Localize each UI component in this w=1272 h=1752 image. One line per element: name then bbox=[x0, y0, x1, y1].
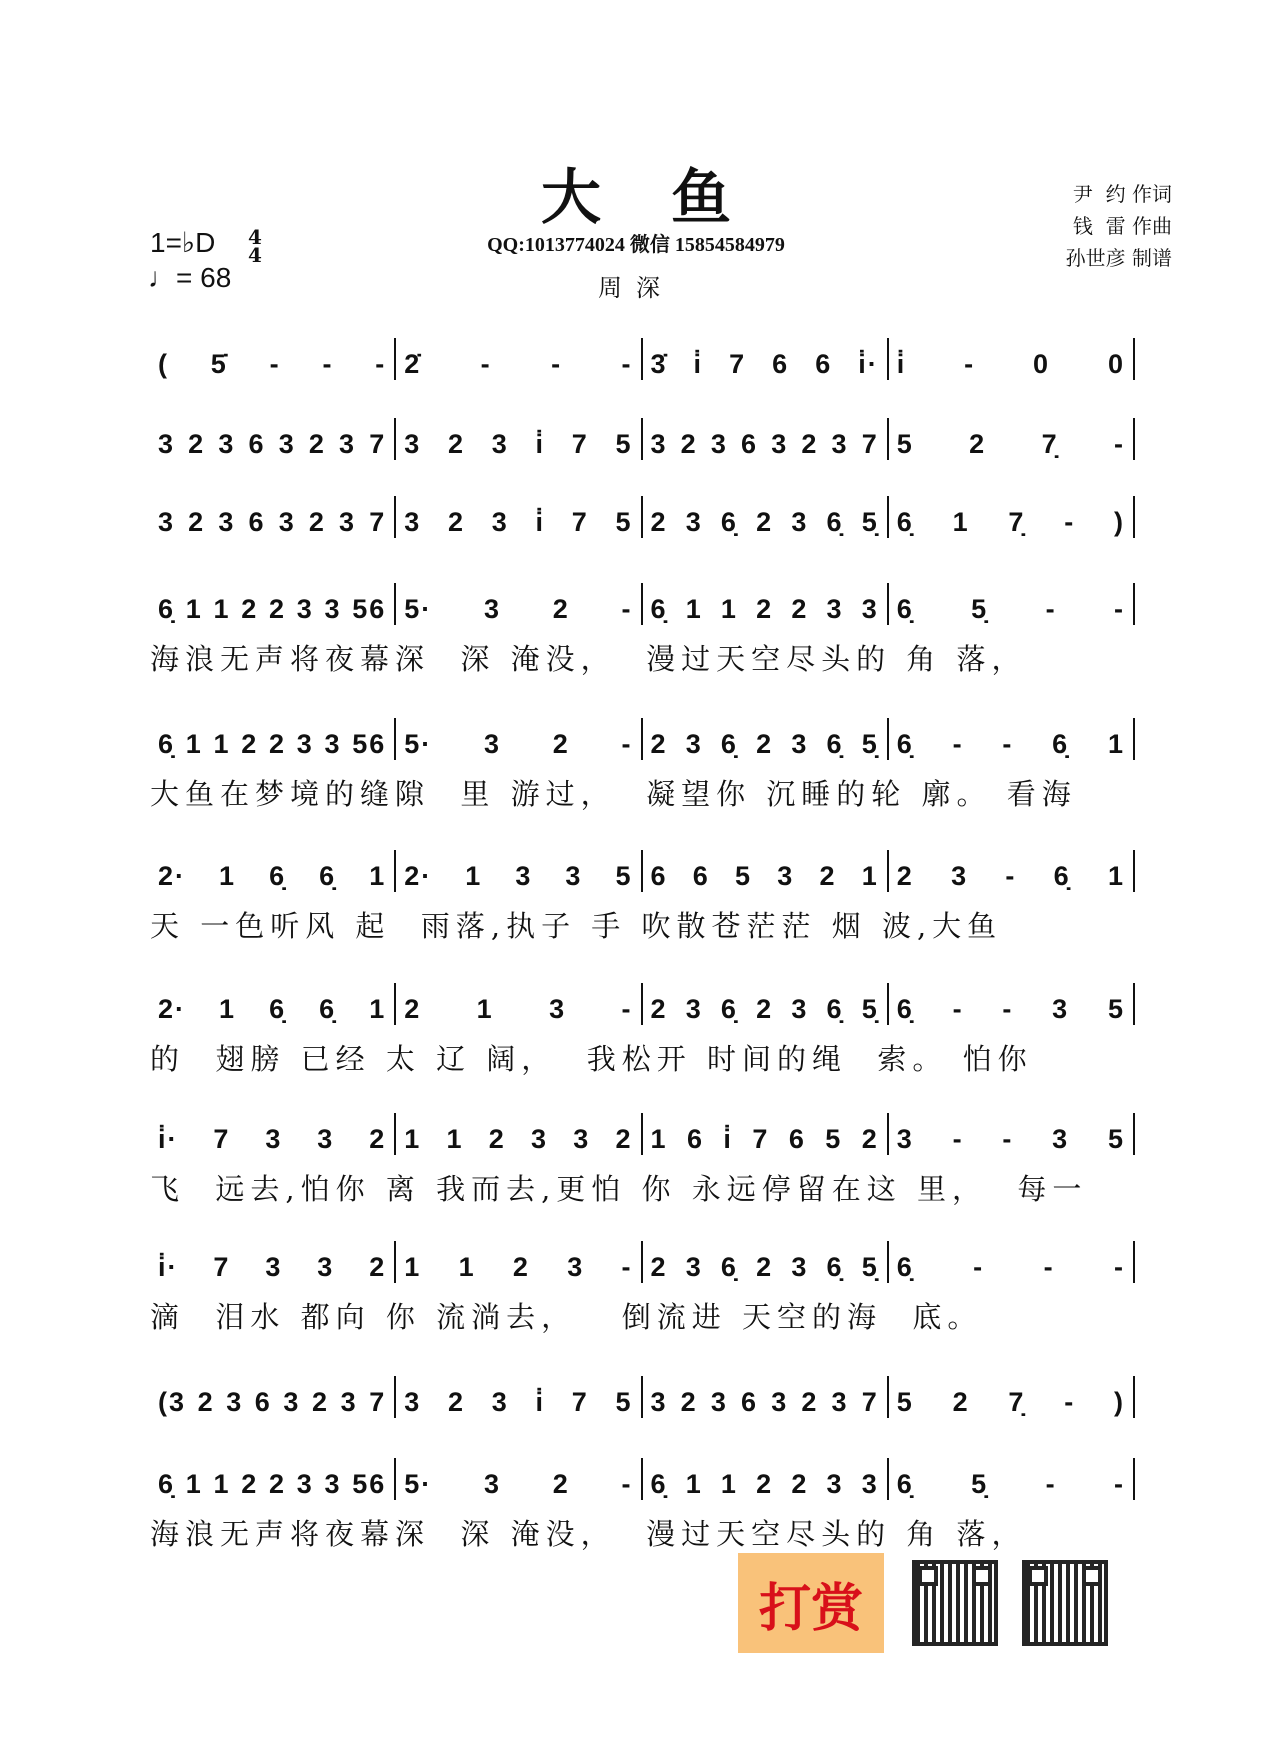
measure-notes: 3 2 3 6 3 2 3 7 bbox=[158, 507, 387, 537]
measure-notes: 6̣ - - 3 5 bbox=[896, 994, 1125, 1024]
lyric-line: 大鱼在梦境的缝隙 里 游过， 凝望你 沉睡的轮 廓。 看海 bbox=[150, 777, 1077, 811]
measure-notes: 6̣ 5̣ - - bbox=[896, 594, 1125, 624]
measure-notes: i̇· 7 3 3 2 bbox=[158, 1124, 387, 1154]
key-signature bbox=[150, 225, 262, 267]
notes-line bbox=[150, 1243, 1135, 1283]
measure-notes: 3̇ i̇ 7 6 6 i̇· bbox=[650, 349, 879, 379]
measure bbox=[889, 718, 1135, 760]
measure-notes: 3 2 3 i̇ 7 5 bbox=[404, 429, 633, 459]
measure bbox=[396, 1241, 642, 1283]
lyric-line: 海浪无声将夜幕深 深 淹没， 漫过天空尽头的 角 落， bbox=[150, 642, 1027, 676]
measure bbox=[889, 496, 1135, 538]
score-row bbox=[150, 1460, 1135, 1553]
measure bbox=[643, 1458, 889, 1500]
measure bbox=[396, 983, 642, 1025]
measure-notes: 6̣ 1 1 2 2 3 3 56 bbox=[158, 1469, 387, 1499]
lyricist-credit: 尹 约 作词 bbox=[1072, 182, 1172, 206]
measure-notes: 6̣ 1 1 2 2 3 3 56 bbox=[158, 729, 387, 759]
time-signature bbox=[248, 225, 262, 267]
measure-notes: 6̣ 1 7̣ - ) bbox=[896, 507, 1125, 537]
measure-notes: i̇· 7 3 3 2 bbox=[158, 1252, 387, 1282]
measure bbox=[889, 1376, 1135, 1418]
measure-notes: 5· 3 2 - bbox=[404, 729, 633, 759]
notes-line bbox=[150, 1115, 1135, 1155]
measure-notes: i̇ - 0 0 bbox=[896, 349, 1125, 379]
measure-notes: 1 1 2 3 - bbox=[404, 1252, 633, 1282]
measure bbox=[643, 1376, 889, 1418]
measure bbox=[396, 496, 642, 538]
measure bbox=[396, 418, 642, 460]
measure bbox=[643, 983, 889, 1025]
song-title: 大鱼 bbox=[541, 163, 801, 233]
score-row bbox=[150, 340, 1135, 380]
composer-credit: 钱 雷 作曲 bbox=[1072, 214, 1172, 238]
score-row bbox=[150, 852, 1135, 945]
score-row bbox=[150, 420, 1135, 460]
key-label: 1=♭D bbox=[150, 227, 216, 258]
measure-notes: 1 6 i̇ 7 6 5 2 bbox=[650, 1124, 879, 1154]
measure-notes: 6̣ - - - bbox=[896, 1252, 1125, 1282]
measure bbox=[150, 1458, 396, 1500]
measure bbox=[889, 1113, 1135, 1155]
measure bbox=[396, 1113, 642, 1155]
score-row bbox=[150, 720, 1135, 813]
measure bbox=[150, 338, 396, 380]
measure bbox=[150, 1113, 396, 1155]
measure-notes: 6̣ 1 1 2 2 3 3 bbox=[650, 594, 879, 624]
notes-line bbox=[150, 985, 1135, 1025]
measure bbox=[150, 583, 396, 625]
reward-button[interactable]: 打赏 bbox=[738, 1553, 884, 1653]
measure bbox=[643, 418, 889, 460]
notes-line bbox=[150, 1378, 1135, 1418]
measure bbox=[643, 1241, 889, 1283]
measure-notes: 2 3 6̣ 2 3 6̣ 5̣ bbox=[650, 729, 879, 759]
measure-notes: 5 2 7̣ - ) bbox=[896, 1387, 1125, 1417]
measure bbox=[150, 1241, 396, 1283]
measure-notes: (3 2 3 6 3 2 3 7 bbox=[158, 1387, 387, 1417]
notes-line bbox=[150, 1460, 1135, 1500]
measure bbox=[889, 850, 1135, 892]
measure bbox=[643, 718, 889, 760]
score-row bbox=[150, 1378, 1135, 1418]
time-signature-bottom: 4 bbox=[248, 243, 262, 267]
measure bbox=[889, 1241, 1135, 1283]
measure bbox=[150, 496, 396, 538]
credits bbox=[1066, 178, 1172, 274]
measure bbox=[643, 1113, 889, 1155]
measure-notes: 6 6 5 3 2 1 bbox=[650, 861, 879, 891]
measure-notes: 6̣ - - 6̣ 1 bbox=[896, 729, 1125, 759]
measure bbox=[889, 338, 1135, 380]
score-row bbox=[150, 1243, 1135, 1336]
lyric-line: 滴 泪水 都向 你 流淌去， 倒流进 天空的海 底。 bbox=[150, 1300, 983, 1334]
measure-notes: 2· 1 6̣ 6̣ 1 bbox=[158, 994, 387, 1024]
measure-notes: 3 2 3 6 3 2 3 7 bbox=[650, 429, 879, 459]
measure-notes: 5 2 7̣ - bbox=[896, 429, 1125, 459]
measure bbox=[396, 338, 642, 380]
measure-notes: 3 2 3 i̇ 7 5 bbox=[404, 507, 633, 537]
notes-line bbox=[150, 585, 1135, 625]
notes-line bbox=[150, 720, 1135, 760]
measure bbox=[889, 583, 1135, 625]
notes-line bbox=[150, 420, 1135, 460]
measure-notes: 2· 1 6̣ 6̣ 1 bbox=[158, 861, 387, 891]
measure-notes: 3 2 3 i̇ 7 5 bbox=[404, 1387, 633, 1417]
measure bbox=[889, 983, 1135, 1025]
measure-notes: 2̇ - - - bbox=[404, 349, 633, 379]
measure-notes: 2· 1 3 3 5 bbox=[404, 861, 633, 891]
measure bbox=[643, 496, 889, 538]
measure bbox=[643, 850, 889, 892]
score-row bbox=[150, 985, 1135, 1078]
lyric-line: 天 一色听风 起 雨落,执子 手 吹散苍茫茫 烟 波,大鱼 bbox=[150, 909, 1003, 943]
notes-line bbox=[150, 852, 1135, 892]
measure bbox=[643, 583, 889, 625]
score-row bbox=[150, 585, 1135, 678]
measure-notes: 3 - - 3 5 bbox=[896, 1124, 1125, 1154]
measure-notes: 2 3 6̣ 2 3 6̣ 5̣ bbox=[650, 994, 879, 1024]
arranger-credit: 孙世彦 制谱 bbox=[1065, 246, 1172, 270]
measure bbox=[396, 718, 642, 760]
lyric-line: 飞 远去,怕你 离 我而去,更怕 你 永远停留在这 里， 每一 bbox=[150, 1172, 1088, 1206]
measure bbox=[150, 983, 396, 1025]
measure bbox=[150, 718, 396, 760]
measure bbox=[150, 1376, 396, 1418]
tempo-marking: ♩= 68 bbox=[148, 262, 232, 293]
lyric-line: 的 翅膀 已经 太 辽 阔， 我松开 时间的绳 索。 怕你 bbox=[150, 1042, 1033, 1076]
measure bbox=[150, 418, 396, 460]
measure bbox=[643, 338, 889, 380]
lyric-line: 海浪无声将夜幕深 深 淹没， 漫过天空尽头的 角 落， bbox=[150, 1517, 1027, 1551]
measure-notes: 2 3 6̣ 2 3 6̣ 5̣ bbox=[650, 1252, 879, 1282]
measure-notes: 5· 3 2 - bbox=[404, 1469, 633, 1499]
time-signature-top: 4 bbox=[248, 225, 262, 249]
measure-notes: 2 1 3 - bbox=[404, 994, 633, 1024]
score-row bbox=[150, 498, 1135, 538]
contact-info: QQ:1013774024 微信 15854584979 bbox=[487, 234, 785, 256]
measure bbox=[889, 418, 1135, 460]
measure-notes: 3 2 3 6 3 2 3 7 bbox=[158, 429, 387, 459]
measure-notes: 3 2 3 6 3 2 3 7 bbox=[650, 1387, 879, 1417]
measure-notes: ( 5̇ - - - bbox=[158, 349, 387, 379]
measure-notes: 6̣ 1 1 2 2 3 3 bbox=[650, 1469, 879, 1499]
notes-line bbox=[150, 498, 1135, 538]
measure-notes: 1 1 2 3 3 2 bbox=[404, 1124, 633, 1154]
qr-code-2 bbox=[1022, 1560, 1108, 1646]
measure bbox=[396, 850, 642, 892]
measure bbox=[889, 1458, 1135, 1500]
measure-notes: 2 3 - 6̣ 1 bbox=[896, 861, 1125, 891]
measure-notes: 6̣ 5̣ - - bbox=[896, 1469, 1125, 1499]
measure-notes: 6̣ 1 1 2 2 3 3 56 bbox=[158, 594, 387, 624]
score-row bbox=[150, 1115, 1135, 1208]
singer-name: 周深 bbox=[598, 274, 674, 302]
measure bbox=[396, 1458, 642, 1500]
measure bbox=[396, 1376, 642, 1418]
measure-notes: 2 3 6̣ 2 3 6̣ 5̣ bbox=[650, 507, 879, 537]
measure bbox=[396, 583, 642, 625]
measure bbox=[150, 850, 396, 892]
qr-code-1 bbox=[912, 1560, 998, 1646]
notes-line bbox=[150, 340, 1135, 380]
measure-notes: 5· 3 2 - bbox=[404, 594, 633, 624]
